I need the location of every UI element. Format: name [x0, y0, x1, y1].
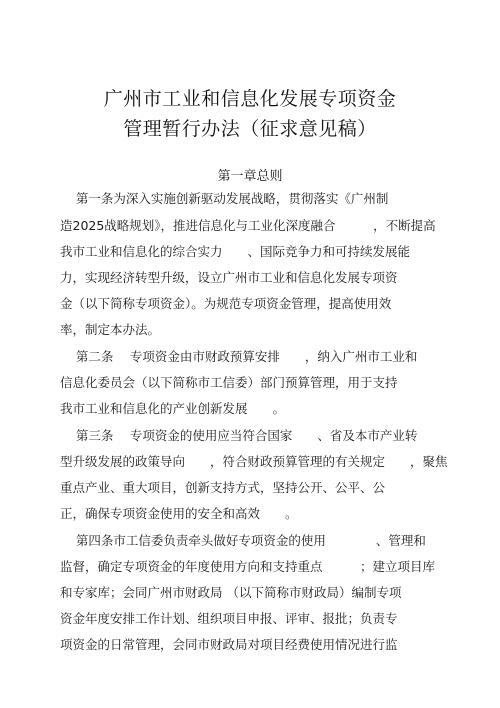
- body-line: 第一条为深入实施创新驱动发展战略，贯彻落实《广州制: [60, 191, 389, 206]
- body-line: 力，实现经济转型升级，设立广州市工业和信息化发展专项资: [60, 270, 398, 285]
- body-line: 第二条 专项资金由市财政预算安排 ，纳入广州市工业和: [60, 349, 418, 364]
- body-line: 金（以下简称专项资金）。为规范专项资金管理，提高使用效: [60, 296, 392, 311]
- body-line: 和专家库；会同广州市财政局 （以下简称市财政局）编制专项: [60, 585, 402, 600]
- body-line: 重点产业、重大项目，创新支持方式，坚持公开、公平、公: [60, 480, 386, 495]
- body-line: 第三条 专项资金的使用应当符合国家 、省及本市产业转: [60, 428, 418, 443]
- body-line: 造2025战略规划》，推进信息化与工业化深度融合 ，不断提高: [60, 218, 436, 233]
- body-line: 第四条市工信委负责牵头做好专项资金的使用 、管理和: [60, 533, 426, 548]
- body-line: 信息化委员会（以下简称市工信委）部门预算管理，用于支持: [60, 375, 398, 390]
- body-line: 率，制定本办法。: [60, 322, 161, 337]
- chapter-heading: 第一章总则: [217, 169, 283, 184]
- body-line: 型升级发展的政策导向 ，符合财政预算管理的有关规定 ，聚焦: [60, 454, 448, 469]
- body-line: 项资金的日常管理，会同市财政局对项目经费使用情况进行监: [60, 637, 398, 652]
- body-line: 正，确保专项资金使用的安全和高效 。: [60, 506, 298, 521]
- document-title-line1: 广州市工业和信息化发展专项资金: [103, 88, 397, 110]
- body-line: 资金年度安排工作计划、组织项目申报、评审、报批；负责专: [60, 611, 398, 626]
- body-line: 我市工业和信息化的综合实力 、国际竞争力和可持续发展能: [60, 244, 411, 259]
- body-line: 我市工业和信息化的产业创新发展 。: [60, 401, 286, 416]
- body-line: 监督，确定专项资金的年度使用方向和支持重点 ；建立项目库: [60, 559, 436, 574]
- document-title-line2: 管理暂行办法（征求意见稿）: [123, 118, 377, 140]
